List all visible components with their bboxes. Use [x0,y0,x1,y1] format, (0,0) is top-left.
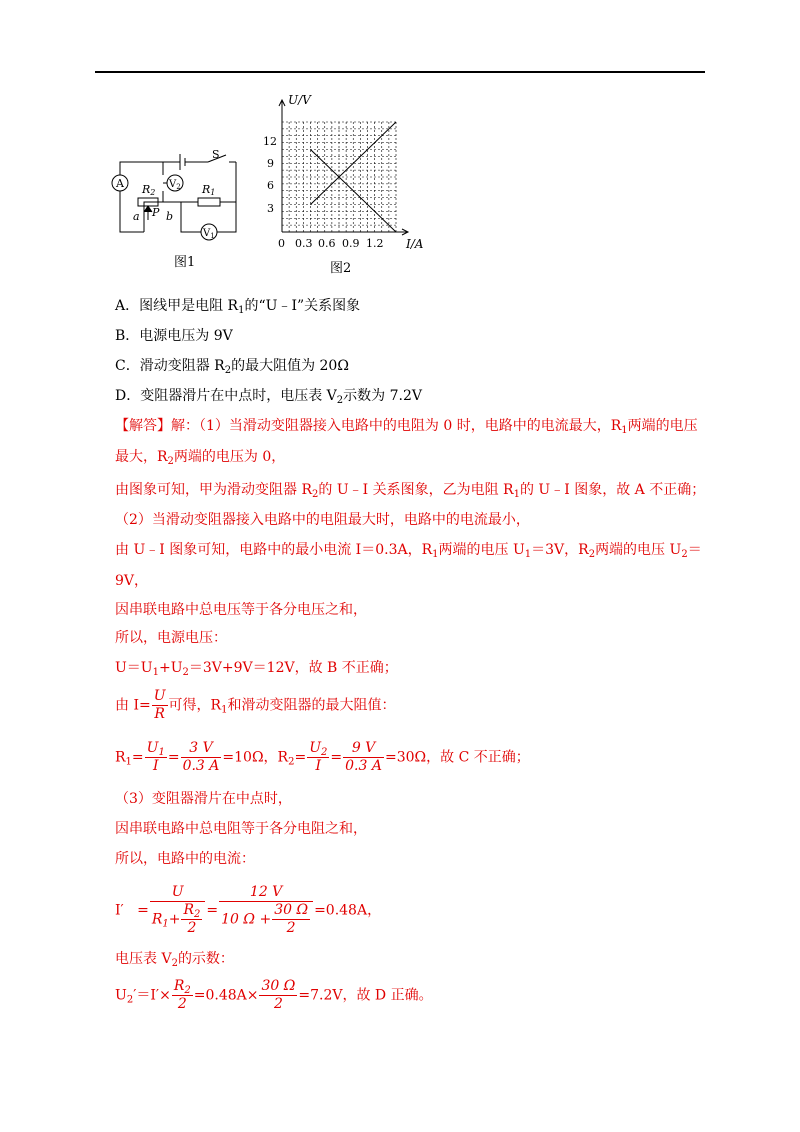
y-tick: 9 [267,157,274,170]
fraction-12v-over-total: 12 V 10 Ω + $\frac{30 \Omega}{2}$ [219,884,313,937]
fraction-u-over-total-r: U $R_1+$ $\frac{R_2}{2}$ [150,884,206,937]
solution-line-7: 因串联电路中总电压等于各分电压之和， [115,602,367,618]
solution-line-9: $U=U_1+U_2=3V+9V=12V$，故 B 不正确； [115,660,398,678]
fig1-caption: 图1 [174,255,196,270]
fraction-30ohm-over-2: $\frac{30 \Omega}{2}$ [274,902,309,936]
slider-p-label: P [152,206,160,219]
voltmeter-v2-label: $V_2$ [169,179,181,191]
terminal-b-label: b [166,210,174,223]
switch-label: S [212,148,220,161]
r2-label: R2 [142,183,156,197]
option-b: B．电源电压为 9V [115,328,233,344]
solution-line-6: 9V， [115,573,149,589]
y-axis-label: U/V [288,93,311,107]
fig2-caption: 图2 [330,261,352,276]
fraction-u-over-r: $\frac{U}{R}$ [153,688,166,722]
solution-line-4: （2）当滑动变阻器接入电路中的电阻最大时，电路中的电流最小， [115,512,530,528]
r1-label: R1 [202,183,216,197]
solution-line-15: I′ = U $R_1+$ $\frac{R_2}{2}$ = 12 V 10 Ω + $\frac{30 \Omega}{2}$ =0.48A， [115,884,382,936]
circuit-diagram [108,140,248,275]
x-axis-label: I/A [406,237,424,251]
solution-line-1: 【解答】解：（1）当滑动变阻器接入电路中的电阻为 0 时，电路中的电流最大，$R_1$两端的电压 [115,418,698,436]
option-d: D．变阻器滑片在中点时，电压表 $V_2$示数为 7.2V [115,388,422,406]
ui-graph [258,92,438,284]
header-rule [95,71,705,73]
solution-line-8: 所以，电源电压： [115,630,227,646]
solution-line-2: 最大，$R_2$两端的电压为 0， [115,449,286,467]
solution-line-12: （3）变阻器滑片在中点时， [115,791,292,807]
x-tick: 0 [278,237,285,250]
fraction-u1-over-i: $\frac{U_1}{I}$ [146,740,165,774]
solution-line-17: $U_2'=I'\times$ $\frac{R_2}{2}$ =0.48A× $\frac{30 \Omega}{2}$ =7.2V，故 D 正确。 [115,978,433,1012]
x-tick: 1.2 [366,237,384,250]
x-tick: 0.9 [342,237,360,250]
fraction-30ohm-over-2: $\frac{30 \Omega}{2}$ [261,978,296,1012]
terminal-a-label: a [133,210,140,223]
y-tick: 6 [267,179,274,192]
solution-line-13: 因串联电路中总电阻等于各分电阻之和， [115,821,367,837]
voltmeter-v1-label: $V_1$ [203,228,215,240]
option-a: A．图线甲是电阻 $R_1$的“U﹣I”关系图象 [115,298,361,316]
solution-line-11: $R_1=$ $\frac{U_1}{I}$ = $\frac{3 V}{0.3 A}$ =10Ω，$R_2=$ $\frac{U_2}{I}$ = $\frac{9 V}{0.3 A}$ =30Ω，故 C 不正确； [115,740,530,774]
y-tick: 12 [263,135,277,148]
fraction-u2-over-i: $\frac{U_2}{I}$ [309,740,328,774]
solution-line-16: 电压表 $V_2$的示数： [115,951,234,969]
solution-line-3: 由图象可知，甲为滑动变阻器 $R_2$的 U﹣I 关系图象，乙为电阻 $R_1$的 U﹣I 图象，故 A 不正确； [115,482,706,500]
ammeter-label: A [116,177,124,190]
solution-line-14: 所以，电路中的电流： [115,851,255,867]
x-tick: 0.3 [295,237,313,250]
solution-line-5: 由 U﹣I 图象可知，电路中的最小电流 I＝0.3A，$R_1$两端的电压 $U_1=3V$，$R_2$两端的电压 $U_2=$ [115,542,702,560]
fraction-r2-over-2: $\frac{R_2}{2}$ [183,902,201,936]
x-tick: 0.6 [318,237,336,250]
option-c: C．滑动变阻器 $R_2$的最大阻值为 20Ω [115,358,349,376]
solution-line-10: 由 I= $\frac{U}{R}$ 可得，$R_1$和滑动变阻器的最大阻值： [115,688,396,722]
fraction-9v-over-03a: $\frac{9 V}{0.3 A}$ [345,740,382,774]
y-tick: 3 [267,202,274,215]
fraction-3v-over-03a: $\frac{3 V}{0.3 A}$ [182,740,220,774]
fraction-r2-over-2: $\frac{R_2}{2}$ [173,978,191,1012]
